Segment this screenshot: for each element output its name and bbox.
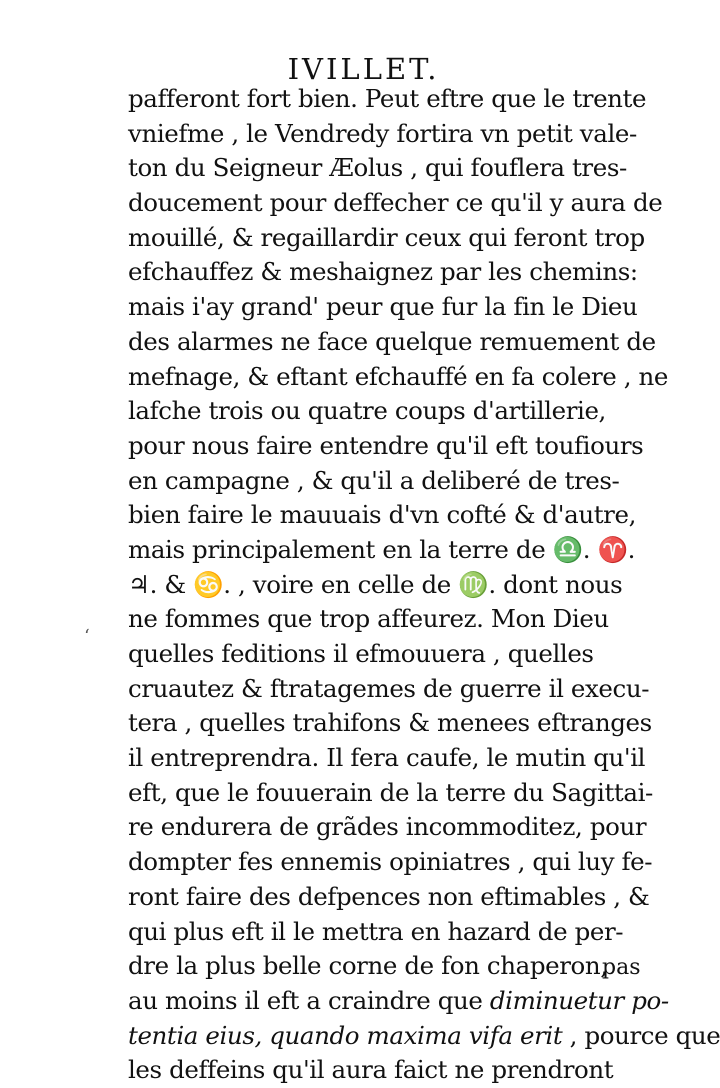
text-line: efchauffez & meshaignez par les chemins: bbox=[128, 257, 638, 287]
text-line: dompter fes ennemis opiniatres , qui luy fe- bbox=[128, 847, 653, 877]
text-line: qui plus eft il le mettra en hazard de per- bbox=[128, 916, 624, 946]
text-line: mais principalement en la terre de ♎. ♈. bbox=[128, 534, 636, 564]
text-line: il entreprendra. Il fera caufe, le mutin qu'il bbox=[128, 743, 646, 773]
text-line: mefnage, & eftant efchauffé en fa colere , ne bbox=[128, 361, 669, 391]
text-line: ront faire des defpences non eftimables , & bbox=[128, 881, 650, 911]
body-text bbox=[128, 82, 720, 1088]
text-run: , pource que bbox=[562, 1020, 720, 1050]
text-line: mouillé, & regaillardir ceux qui feront trop bbox=[128, 222, 645, 252]
text-line bbox=[128, 1019, 720, 1054]
text-line: mais i'ay grand' peur que fur la fin le Dieu bbox=[128, 292, 638, 322]
margin-mark: ‘ bbox=[84, 626, 90, 647]
text-line: doucement pour deffecher ce qu'il y aura de bbox=[128, 188, 663, 218]
running-head: IVILLET. bbox=[287, 52, 440, 86]
italic-text-run: diminuetur po- bbox=[489, 985, 669, 1015]
text-line: tera , quelles trahifons & menees eftranges bbox=[128, 708, 652, 738]
text-line: ♃. & ♋. , voire en celle de ♍. dont nous bbox=[128, 569, 623, 599]
text-line: quelles feditions il efmouuera , quelles bbox=[128, 639, 594, 668]
text-line: eft, que le fouuerain de la terre du Sagittai- bbox=[128, 777, 653, 807]
text-line: vniefme , le Vendredy fortira vn petit vale- bbox=[128, 118, 637, 148]
text-line: lafche trois ou quatre coups d'artillerie, bbox=[128, 396, 606, 426]
text-line bbox=[128, 984, 669, 1019]
catchword: pas bbox=[602, 955, 641, 980]
text-line: cruautez & ftratagemes de guerre il execu- bbox=[128, 673, 650, 703]
text-line: en campagne , & qu'il a deliberé de tres- bbox=[128, 465, 620, 495]
text-line: pour nous faire entendre qu'il eft toufiours bbox=[128, 430, 644, 460]
text-line: bien faire le mauuais d'vn cofté & d'autre, bbox=[128, 500, 636, 530]
text-line: pafferont fort bien. Peut eftre que le trente bbox=[128, 84, 647, 113]
text-line: ne fommes que trop affeurez. Mon Dieu bbox=[128, 604, 609, 634]
italic-text-run: tentia eius, quando maxima vifa erit bbox=[128, 1020, 563, 1050]
text-line: des alarmes ne face quelque remuement de bbox=[128, 326, 656, 356]
text-line: ton du Seigneur Æolus , qui fouflera tres- bbox=[128, 153, 627, 183]
text-line: les deffeins qu'il aura faict ne prendront bbox=[128, 1055, 614, 1085]
text-run: au moins il eft a craindre que bbox=[128, 985, 490, 1015]
text-line: re endurera de grãdes incommoditez, pour bbox=[128, 812, 647, 842]
text-line: dre la plus belle corne de fon chaperon, bbox=[128, 951, 608, 981]
